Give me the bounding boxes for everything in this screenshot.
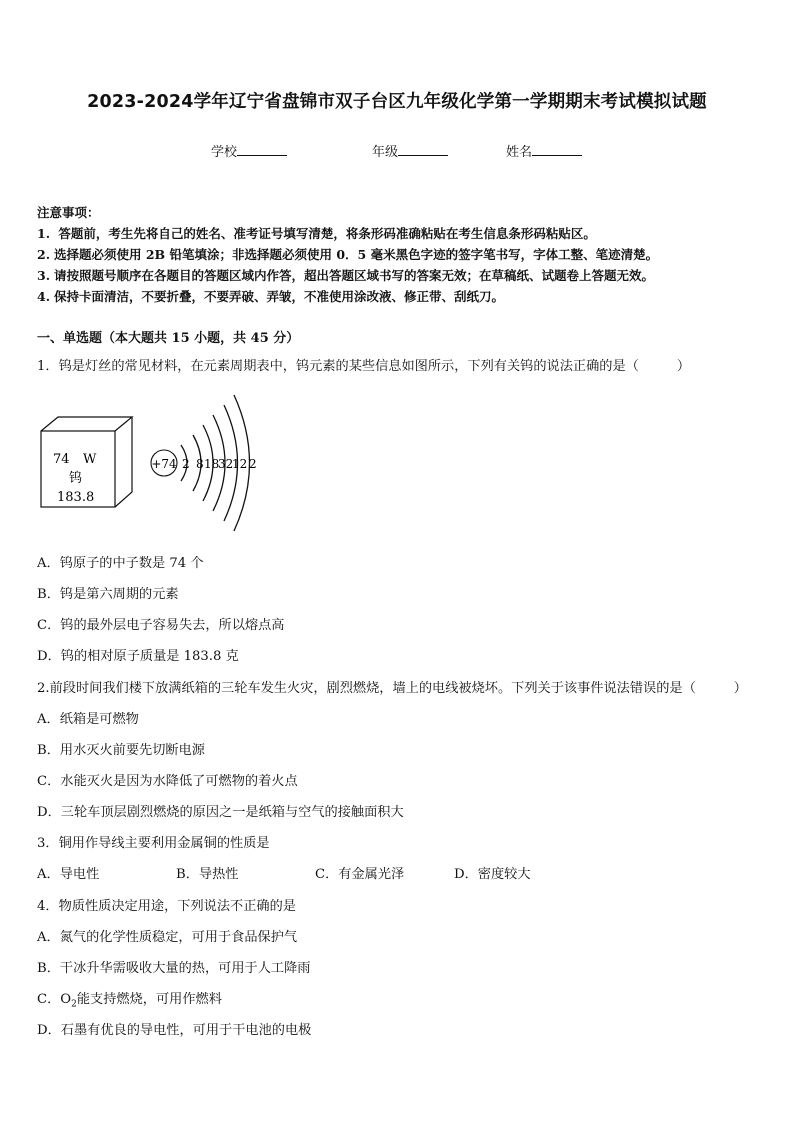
question-stem: 4．物质性质决定用途，下列说法不正确的是	[37, 899, 296, 914]
name-field	[506, 141, 582, 160]
option-c[interactable]: C．$O_2$能支持燃烧，可用作燃料	[37, 992, 222, 1010]
option-d[interactable]: D．石墨有优良的导电性，可用于干电池的电极	[37, 1023, 312, 1038]
element-number: 74	[53, 452, 70, 467]
option-d[interactable]: D．三轮车顶层剧烈燃烧的原因之一是纸箱与空气的接触面积大	[37, 805, 404, 820]
shell-electrons: 18	[204, 457, 220, 471]
option-d[interactable]: D．钨的相对原子质量是 183.8 克	[37, 649, 239, 664]
school-blank[interactable]	[237, 143, 287, 156]
shell-electrons: 12	[232, 457, 248, 471]
page-title: 2023-2024学年辽宁省盘锦市双子台区九年级化学第一学期期末考试模拟试题	[87, 92, 707, 112]
notice-heading: 注意事项：	[37, 205, 100, 220]
option-b[interactable]: B．干冰升华需吸收大量的热，可用于人工降雨	[37, 961, 311, 976]
option-a[interactable]: A．钨原子的中子数是 74 个	[37, 556, 204, 571]
notice-item: 2. 选择题必须使用 2B 铅笔填涂；非选择题必须使用 0．5 毫米黑色字迹的签字笔书写，字体工整、笔迹清楚。	[37, 247, 659, 262]
grade-label: 年级	[372, 145, 399, 160]
school-field	[211, 141, 287, 160]
tungsten-diagram	[37, 385, 277, 539]
option-b[interactable]: B．导热性	[176, 867, 239, 882]
grade-blank[interactable]	[398, 143, 448, 156]
shell-electrons: 2	[182, 457, 190, 471]
element-mass: 183.8	[57, 490, 95, 505]
name-blank[interactable]	[532, 143, 582, 156]
element-name: 钨	[69, 471, 83, 486]
question-stem: 3．铜用作导线主要利用金属铜的性质是	[37, 836, 270, 851]
grade-field	[372, 141, 448, 160]
notice-item: 3. 请按照题号顺序在各题目的答题区域内作答，超出答题区域书写的答案无效；在草稿纸、试题卷上答题无效。	[37, 268, 655, 283]
notice-item: 1. 答题前，考生先将自己的姓名、准考证号填写清楚，将条形码准确粘贴在考生信息条形码粘贴区。	[37, 226, 596, 241]
option-b[interactable]: B．用水灭火前要先切断电源	[37, 743, 205, 758]
option-b[interactable]: B．钨是第六周期的元素	[37, 587, 179, 602]
nucleus-charge: +74	[151, 457, 177, 471]
notice-item: 4. 保持卡面清洁，不要折叠，不要弄破、弄皱，不准使用涂改液、修正带、刮纸刀。	[37, 289, 505, 304]
option-c[interactable]: C．有金属光泽	[315, 867, 405, 882]
name-label: 姓名	[506, 145, 533, 160]
shell-electrons: 8	[196, 457, 204, 471]
option-a[interactable]: A．导电性	[37, 867, 100, 882]
question-stem: 2.前段时间我们楼下放满纸箱的三轮车发生火灾，剧烈燃烧，墙上的电线被烧坏。下列关于该事件说法错误的是（ ）	[37, 681, 747, 696]
option-c[interactable]: C．钨的最外层电子容易失去，所以熔点高	[37, 618, 285, 633]
shell-electrons: 2	[249, 457, 257, 471]
element-symbol: W	[83, 452, 97, 467]
option-c[interactable]: C．水能灭火是因为水降低了可燃物的着火点	[37, 774, 298, 789]
section-heading: 一、单选题（本大题共 15 小题，共 45 分）	[37, 331, 300, 346]
option-a[interactable]: A．纸箱是可燃物	[37, 712, 139, 727]
shell-electrons: 32	[218, 457, 234, 471]
option-d[interactable]: D．密度较大	[454, 867, 531, 882]
school-label: 学校	[211, 145, 238, 160]
question-stem: 1．钨是灯丝的常见材料，在元素周期表中，钨元素的某些信息如图所示，下列有关钨的说法正确的是（ ）	[37, 359, 691, 374]
option-a[interactable]: A．氮气的化学性质稳定，可用于食品保护气	[37, 930, 298, 945]
element-card-and-atom-structure	[37, 385, 277, 535]
